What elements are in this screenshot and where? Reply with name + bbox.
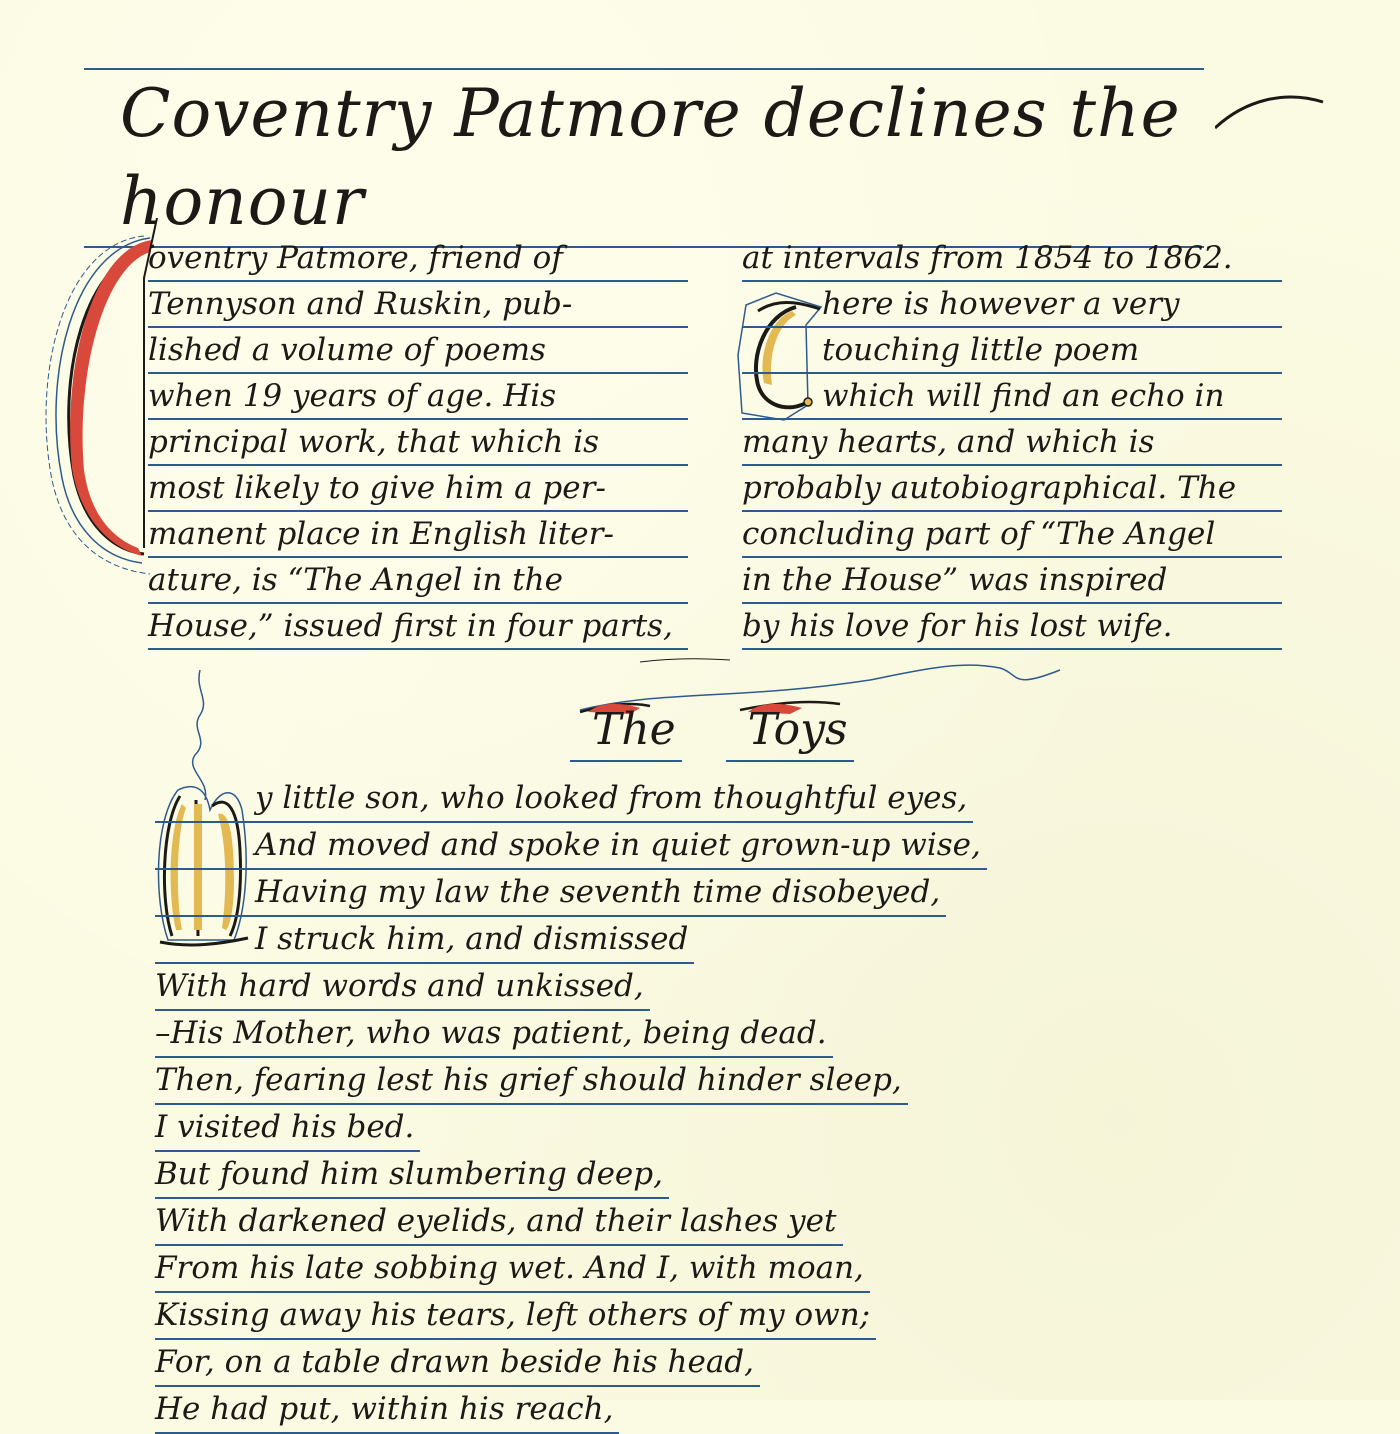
poem-line: He had put, within his reach,	[155, 1387, 619, 1434]
intro-line: lished a volume of poems	[148, 328, 688, 374]
poem-line: –His Mother, who was patient, being dead.	[155, 1011, 833, 1058]
intro-line: principal work, that which is	[148, 420, 688, 466]
poem-line: I visited his bed.	[155, 1105, 420, 1152]
poem-title	[570, 700, 854, 762]
poem-line: Then, fearing lest his grief should hinder sleep,	[155, 1058, 908, 1105]
poem-line: With darkened eyelids, and their lashes yet	[155, 1199, 843, 1246]
poem-line: But found him slumbering deep,	[155, 1152, 669, 1199]
intro-line: touching little poem	[742, 328, 1282, 374]
intro-line: many hearts, and which is	[742, 420, 1282, 466]
intro-line: manent place in English liter-	[148, 512, 688, 558]
intro-line: when 19 years of age. His	[148, 374, 688, 420]
poem-line: From his late sobbing wet. And I, with moan,	[155, 1246, 870, 1293]
poem-line: I struck him, and dismissed	[155, 917, 694, 964]
poem-line: For, on a table drawn beside his head,	[155, 1340, 760, 1387]
intro-line: House,” issued first in four parts,	[148, 604, 688, 650]
title-flourish-icon	[1215, 90, 1325, 130]
intro-line: oventry Patmore, friend of	[148, 236, 688, 282]
intro-line: ature, is “The Angel in the	[148, 558, 688, 604]
poem-line: y little son, who looked from thoughtful eyes,	[155, 776, 973, 823]
poem-line: With hard words and unkissed,	[155, 964, 650, 1011]
poem-title-word: The	[570, 700, 682, 762]
intro-line: which will find an echo in	[742, 374, 1282, 420]
page-title-text: Coventry Patmore declines the honour	[120, 75, 1181, 240]
poem-title-word: Toys	[726, 700, 854, 762]
intro-line: at intervals from 1854 to 1862.	[742, 236, 1282, 282]
intro-right-column	[742, 236, 1282, 650]
intro-line: in the House” was inspired	[742, 558, 1282, 604]
intro-line: concluding part of “The Angel	[742, 512, 1282, 558]
poem-line: And moved and spoke in quiet grown-up wise,	[155, 823, 987, 870]
poem-line: Kissing away his tears, left others of my own;	[155, 1293, 876, 1340]
intro-line: by his love for his lost wife.	[742, 604, 1282, 650]
intro-left-column	[148, 236, 688, 650]
intro-line: probably autobiographical. The	[742, 466, 1282, 512]
intro-line: Tennyson and Ruskin, pub-	[148, 282, 688, 328]
poem-body	[155, 776, 987, 1434]
page-title	[84, 68, 1204, 248]
poem-line: Having my law the seventh time disobeyed,	[155, 870, 946, 917]
intro-line: most likely to give him a per-	[148, 466, 688, 512]
intro-line: here is however a very	[742, 282, 1282, 328]
